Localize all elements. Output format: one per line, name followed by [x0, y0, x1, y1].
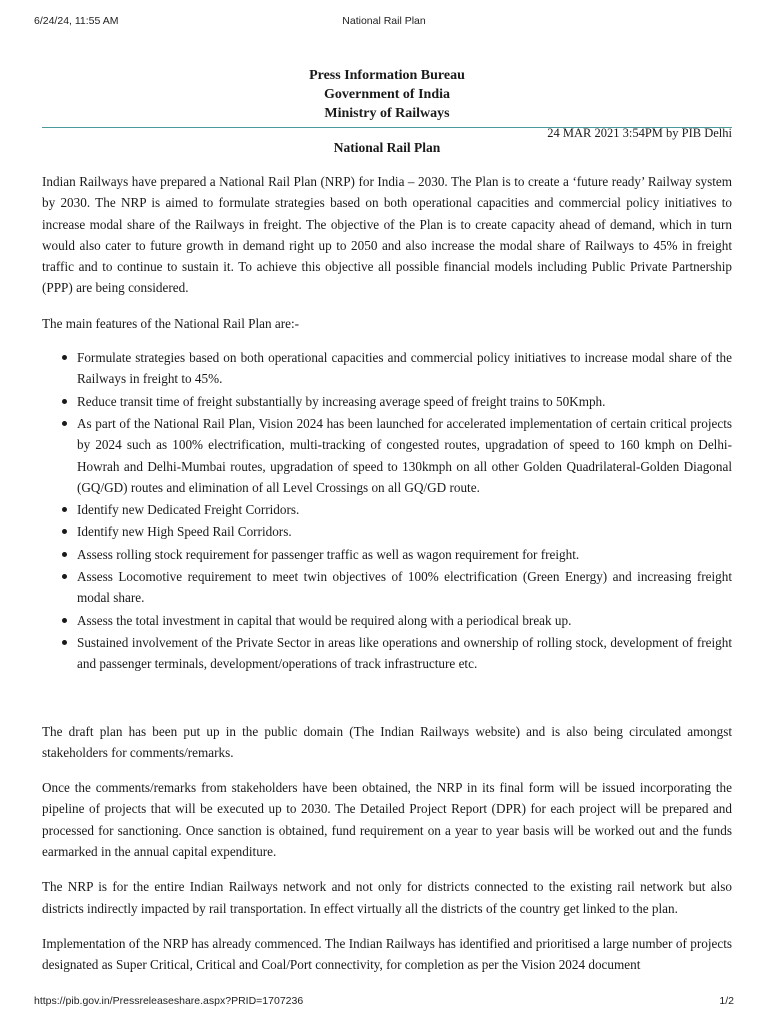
bullet-icon	[62, 421, 67, 426]
comments-paragraph: Once the comments/remarks from stakeholders have been obtained, the NRP in its final form will be issued incorporating the pipeline of projects that will be executed up to 2030. The Detailed Project Report (DPR) for each project will be prepared and processed for sanctioning. Once sanction is obtained, fund requirement on a year to year basis will be worked out and the funds earmarked in the annual capital expenditure.	[42, 780, 732, 860]
release-body	[42, 171, 732, 976]
bullet-icon	[62, 618, 67, 623]
features-intro: The main features of the National Rail Plan are:-	[42, 315, 300, 331]
list-item: Formulate strategies based on both operational capacities and commercial policy initiatives to increase modal share of the Railways in freight to 45%.	[77, 347, 732, 390]
letterhead-ministry: Ministry of Railways	[324, 106, 450, 121]
bullet-icon	[62, 355, 67, 360]
page-number: 1/2	[719, 995, 734, 1007]
release-title: National Rail Plan	[333, 140, 441, 155]
list-item: Identify new Dedicated Freight Corridors.	[77, 499, 732, 520]
bullet-icon	[62, 574, 67, 579]
implementation-paragraph: Implementation of the NRP has already commenced. The Indian Railways has identified and prioritised a large number of projects designated as Super Critical, Critical and Coal/Port connectivity, for completion as per the Vision 2024 document	[42, 935, 732, 973]
print-page-title: National Rail Plan	[342, 15, 426, 27]
bullet-icon	[62, 529, 67, 534]
list-item: Assess the total investment in capital that would be required along with a periodical break up.	[77, 610, 732, 631]
list-item: Assess Locomotive requirement to meet twin objectives of 100% electrification (Green Energy) and increasing freight modal share.	[77, 566, 732, 609]
document	[42, 66, 732, 976]
network-paragraph: The NRP is for the entire Indian Railways network and not only for districts connected to the existing rail network but also districts indirectly impacted by rail transportation. In effect virtually all the districts of the country get linked to the plan.	[42, 879, 732, 916]
bullet-icon	[62, 640, 67, 645]
draft-paragraph: The draft plan has been put up in the public domain (The Indian Railways website) and is also being circulated amongst stakeholders for comments/remarks.	[42, 723, 732, 760]
list-item: Assess rolling stock requirement for passenger traffic as well as wagon requirement for freight.	[77, 544, 732, 565]
print-footer	[34, 995, 734, 1009]
bullet-icon	[62, 399, 67, 404]
letterhead-government: Government of India	[324, 87, 450, 102]
list-item: As part of the National Rail Plan, Vision 2024 has been launched for accelerated implementation of certain critical projects by 2024 such as 100% electrification, multi-tracking of congested routes, upgradation of speed to 160 kmph on Delhi-Howrah and Delhi-Mumbai routes, upgradation of speed to 130kmph on all other Golden Quadrilateral-Golden Diagonal (GQ/GD) routes and elimination of all Level Crossings on all GQ/GD route.	[77, 413, 732, 498]
bullet-icon	[62, 507, 67, 512]
intro-paragraph: Indian Railways have prepared a National Rail Plan (NRP) for India – 2030. The Plan is to create a ‘future ready’ Railway system by 2030. The NRP is aimed to formulate strategies based on both operational capacities and commercial policy initiatives to increase modal share of the Railways in freight. The objective of the Plan is to create capacity ahead of demand, which in turn would also cater to future growth in demand right up to 2050 and also increase the modal share of Railways to 45% in freight traffic and to continue to sustain it. To achieve this objective all possible financial models including Public Private Partnership (PPP) are being considered.	[42, 174, 732, 296]
letterhead	[42, 66, 732, 123]
list-item: Sustained involvement of the Private Sector in areas like operations and ownership of rolling stock, development of freight and passenger terminals, development/operations of track infrastructure etc.	[77, 632, 732, 675]
list-item: Reduce transit time of freight substantially by increasing average speed of freight trains to 50Kmph.	[77, 391, 732, 412]
letterhead-bureau: Press Information Bureau	[309, 68, 465, 83]
source-url-link[interactable]: https://pib.gov.in/Pressreleaseshare.aspx?PRID=1707236	[34, 995, 304, 1007]
bullet-icon	[62, 552, 67, 557]
release-dateline: 24 MAR 2021 3:54PM by PIB Delhi	[547, 126, 732, 140]
print-header	[34, 15, 734, 29]
list-item: Identify new High Speed Rail Corridors.	[77, 521, 732, 542]
print-datetime: 6/24/24, 11:55 AM	[34, 15, 119, 27]
features-list	[42, 347, 732, 674]
